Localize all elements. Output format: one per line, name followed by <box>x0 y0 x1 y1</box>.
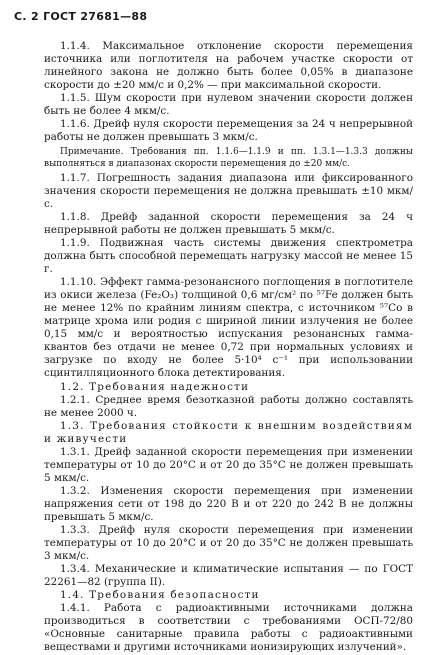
clause-1-1-7: 1.1.7. Погрешность задания диапазона или фиксированного значения скорости перемещения не должна превышать ±10 мкм/с. <box>44 171 413 210</box>
clause-1-1-8: 1.1.8. Дрейф заданной скорости перемещения за 24 ч непрерывной работы не должен превышать 5 мкм/с. <box>44 210 413 236</box>
clause-1-3-1: 1.3.1. Дрейф заданной скорости перемещения при изменении температуры от 10 до 20°C и от 20 до 35°C не должен превышать 5 мкм/с. <box>44 445 413 484</box>
clause-1-1-4: 1.1.4. Максимальное отклонение скорости перемещения источника или поглотителя на рабочем участке скорости от линейного закона не должно быть более 0,05% в диапазоне скорости до ±20 мм/с и 0,2% — при максимальной скорости. <box>44 40 413 92</box>
section-heading-resistance: 1.3. Требования стойкости к внешним воздействиям и живучести <box>44 419 413 445</box>
document-body <box>44 40 413 655</box>
clause-1-3-2: 1.3.2. Изменения скорости перемещения при изменении напряжения сети от 198 до 220 В и от 220 до 242 В не должны превышать 5 мкм/с. <box>44 484 413 523</box>
clause-1-3-3: 1.3.3. Дрейф нуля скорости перемещения при изменении температуры от 10 до 20°C и от 20 до 35°C не должен превышать 3 мкм/с. <box>44 524 413 563</box>
clause-1-1-6: 1.1.6. Дрейф нуля скорости перемещения за 24 ч непрерывной работы не должен превышать 3 мкм/с. <box>44 118 413 144</box>
page-header: С. 2 ГОСТ 27681—88 <box>14 10 148 23</box>
section-heading-safety: 1.4. Требования безопасности <box>60 589 260 602</box>
clause-1-1-5: 1.1.5. Шум скорости при нулевом значении скорости должен быть не более 4 мкм/с. <box>44 92 413 118</box>
clause-1-2-1: 1.2.1. Среднее время безотказной работы должно составлять не менее 2000 ч. <box>44 393 413 419</box>
note-paragraph: Примечание. Требования пп. 1.1.6—1.1.9 и пп. 1.3.1—1.3.3 должны выполняться в диапазонах скорости перемещения до ±20 мм/с. <box>44 147 413 169</box>
clause-1-3-4: 1.3.4. Механические и климатические испытания — по ГОСТ 22261—82 (группа II). <box>44 563 413 589</box>
section-heading-reliability: 1.2. Требования надежности <box>60 380 250 393</box>
clause-1-1-9: 1.1.9. Подвижная часть системы движения спектрометра должна быть способной перемещать нагрузку массой не менее 15 г. <box>44 237 413 276</box>
clause-1-4-1: 1.4.1. Работа с радиоактивными источниками должна производиться в соответствии с требованиями ОСП-72/80 «Основные санитарные правила работы с радиоактивными веществами и другими источниками ионизирующих излучений». <box>44 602 413 654</box>
clause-1-1-10: 1.1.10. Эффект гамма-резонансного поглощения в поглотителе из окиси железа (Fe₂O₃) толщиной 0,6 мг/см² по ⁵⁷Fe должен быть не менее 12% по крайним линиям спектра, с источником ⁵⁷Co в матрице хрома или родия с шириной линии излучения не более 0,15 мм/с и вероятностью испускания резонансных гамма-квантов без отдачи не менее 0,72 при нормальных условиях и загрузке по входу не более 5·10⁴ с⁻¹ при использовании сцинтилляционного блока детектирования. <box>44 276 413 380</box>
